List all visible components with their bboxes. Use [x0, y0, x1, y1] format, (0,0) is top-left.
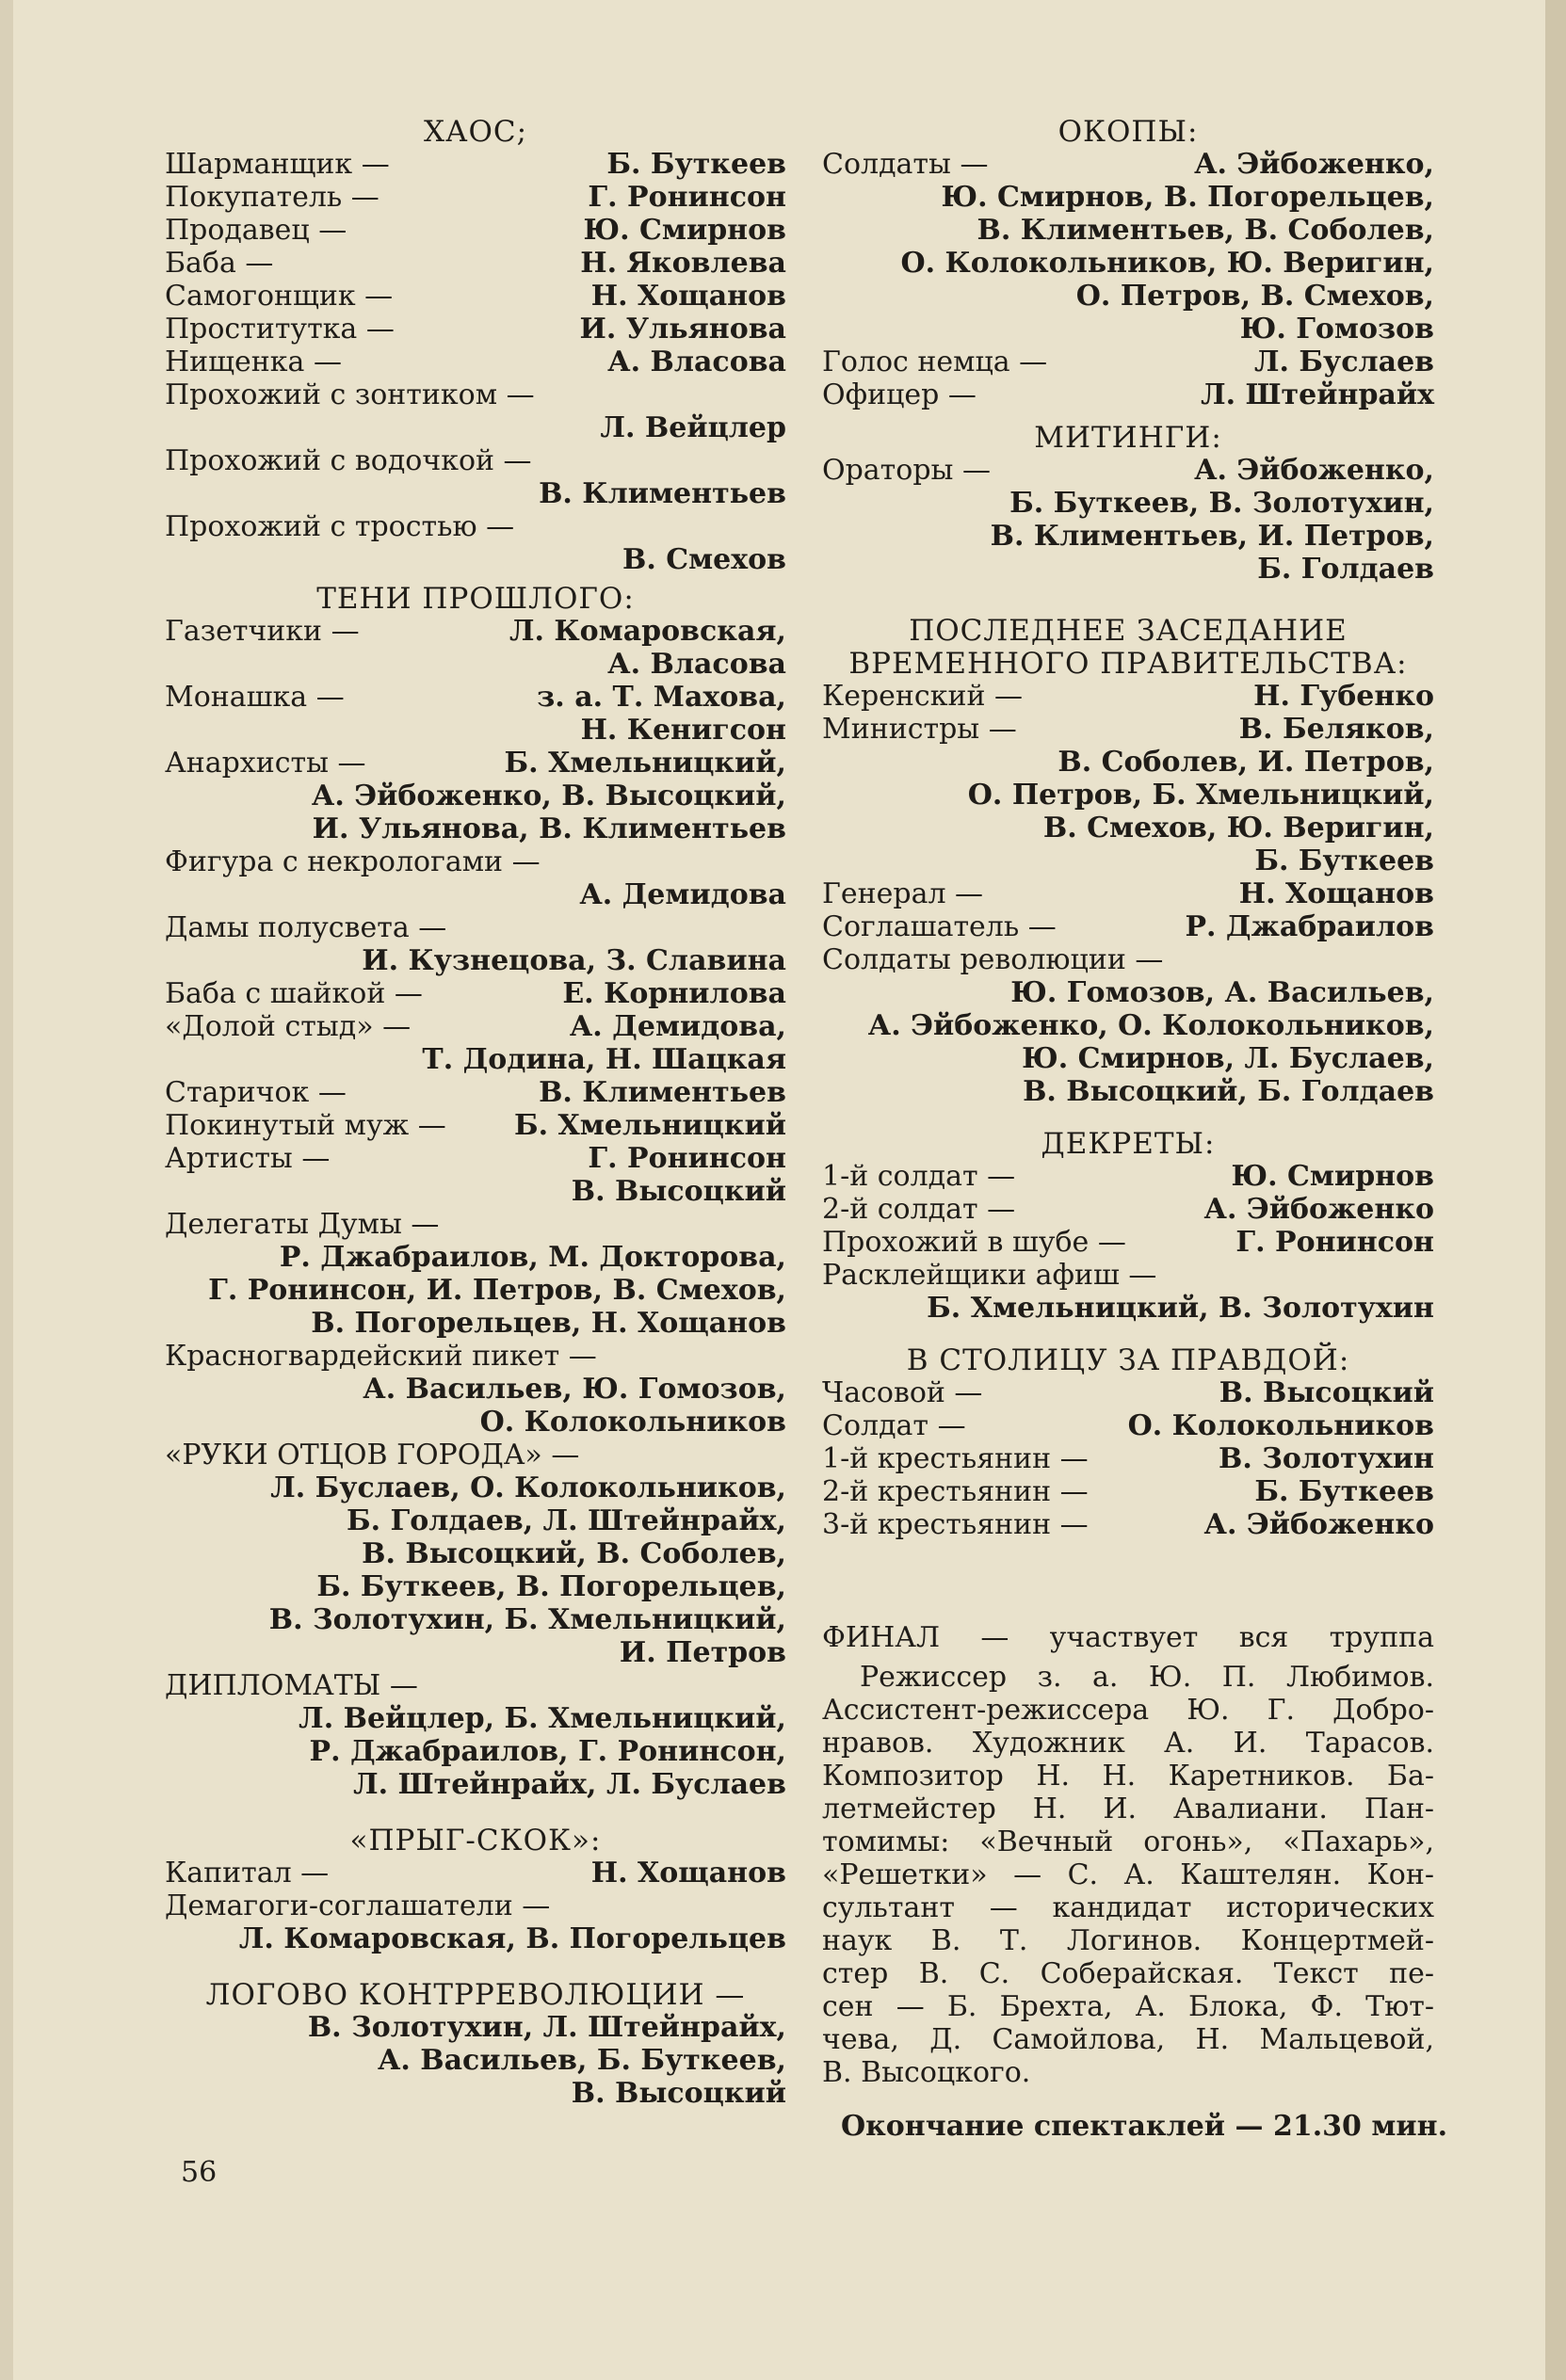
- role-name: Делегаты Думы —: [165, 1208, 440, 1241]
- actor-name: А. Эйбоженко,: [1194, 454, 1434, 487]
- section-heading: ТЕНИ ПРОШЛОГО:: [316, 582, 635, 616]
- cast-line: [165, 1142, 786, 1176]
- actor-continuation: Б. Голдаев: [1257, 553, 1434, 586]
- section-heading: ПОСЛЕДНЕЕ ЗАСЕДАНИЕ: [909, 614, 1348, 648]
- role-name: Солдаты революции —: [822, 943, 1164, 976]
- actor-name: Н. Хощанов: [590, 280, 786, 313]
- cast-line: [822, 148, 1434, 182]
- credits-line: «Решетки» — С. А. Каштелян. Кон-: [822, 1858, 1434, 1891]
- actor-continuation: О. Колокольников: [479, 1406, 786, 1439]
- role-name: Нищенка —: [165, 346, 342, 378]
- actor-continuation: Б. Буткеев: [1254, 844, 1434, 877]
- finale-line: ФИНАЛ — участвует вся труппа: [822, 1621, 1434, 1654]
- role-name: Капитал —: [165, 1857, 330, 1890]
- actor-continuation: Л. Штейнрайх, Л. Буслаев: [353, 1768, 786, 1801]
- actor-continuation: О. Колокольников, Ю. Веригин,: [900, 247, 1434, 280]
- section-heading: ЛОГОВО КОНТРРЕВОЛЮЦИИ —: [205, 1978, 746, 2012]
- credits-line: томимы: «Вечный огонь», «Пахарь»,: [822, 1825, 1434, 1858]
- actor-name: Г. Ронинсон: [1235, 1226, 1434, 1259]
- actor-name: Л. Комаровская,: [509, 615, 786, 648]
- cast-line: [822, 1508, 1434, 1542]
- actor-continuation: Л. Буслаев, О. Колокольников,: [270, 1471, 786, 1504]
- actor-continuation: В. Погорельцев, Н. Хощанов: [311, 1307, 786, 1340]
- section-heading: МИТИНГИ:: [1034, 421, 1222, 455]
- cast-line: [822, 1475, 1434, 1509]
- cast-line: [822, 1160, 1434, 1194]
- cast-line: [165, 1076, 786, 1110]
- credits-line: сен — Б. Брехта, А. Блока, Ф. Тют-: [822, 1990, 1434, 2023]
- cast-line: [165, 313, 786, 346]
- actor-name: В. Высоцкий: [1219, 1376, 1434, 1409]
- cast-line: [165, 378, 786, 412]
- actor-continuation: Б. Буткеев, В. Погорельцев,: [316, 1570, 786, 1603]
- actor-name: Г. Ронинсон: [588, 1142, 786, 1175]
- actor-name: А. Эйбоженко,: [1194, 148, 1434, 181]
- role-name: Самогонщик —: [165, 280, 394, 313]
- cast-line: [165, 1109, 786, 1143]
- actor-continuation: Р. Джабраилов, Г. Ронинсон,: [309, 1735, 786, 1768]
- actor-continuation: Б. Голдаев, Л. Штейнрайх,: [347, 1504, 786, 1537]
- role-name: Покинутый муж —: [165, 1109, 446, 1142]
- actor-continuation: Б. Хмельницкий, В. Золотухин: [927, 1292, 1434, 1325]
- actor-name: О. Колокольников: [1127, 1409, 1434, 1442]
- actor-name: И. Ульянова: [579, 313, 786, 346]
- actor-continuation: И. Ульянова, В. Климентьев: [312, 812, 786, 845]
- role-name: Прохожий с зонтиком —: [165, 378, 535, 411]
- actor-continuation: В. Высоцкий: [571, 2077, 786, 2110]
- role-name: Артисты —: [165, 1142, 331, 1175]
- cast-line: [822, 713, 1434, 747]
- actor-continuation: В. Климентьев: [539, 477, 786, 510]
- actor-continuation: О. Петров, В. Смехов,: [1075, 280, 1434, 313]
- cast-line: [822, 943, 1434, 977]
- cast-line: [165, 681, 786, 715]
- actor-continuation: Л. Комаровская, В. Погорельцев: [238, 1922, 786, 1955]
- cast-line: [165, 214, 786, 248]
- credits-line: Композитор Н. Н. Каретников. Ба-: [822, 1760, 1434, 1793]
- role-name: Красногвардейский пикет —: [165, 1340, 597, 1373]
- cast-line: [822, 454, 1434, 488]
- actor-name: В. Золотухин: [1219, 1442, 1434, 1475]
- actor-continuation: Ю. Гомозов: [1239, 313, 1434, 346]
- actor-name: Б. Хмельницкий,: [504, 747, 786, 780]
- credits-line: Режиссер з. а. Ю. П. Любимов.: [860, 1661, 1434, 1694]
- actor-name: Б. Буткеев: [606, 148, 786, 181]
- credits-line: сультант — кандидат исторических: [822, 1891, 1434, 1924]
- role-name: Расклейщики афиш —: [822, 1259, 1157, 1292]
- role-name: Солдаты —: [822, 148, 989, 181]
- actor-continuation: В. Золотухин, Л. Штейнрайх,: [307, 2011, 786, 2044]
- cast-line: [165, 148, 786, 182]
- cast-line: [165, 911, 786, 945]
- cast-line: [165, 280, 786, 314]
- role-name: 2-й солдат —: [822, 1193, 1016, 1226]
- credits-line: наук В. Т. Логинов. Концертмей-: [822, 1924, 1434, 1957]
- actor-name: В. Климентьев: [539, 1076, 786, 1109]
- actor-continuation: А. Эйбоженко, О. Колокольников,: [867, 1009, 1434, 1042]
- role-name: Проститутка —: [165, 313, 395, 346]
- role-name: Монашка —: [165, 681, 345, 714]
- actor-continuation: В. Смехов: [622, 543, 786, 576]
- section-heading: ДЕКРЕТЫ:: [1041, 1127, 1216, 1161]
- role-name: Часовой —: [822, 1376, 983, 1409]
- cast-line: [822, 1226, 1434, 1260]
- actor-name: з. а. Т. Махова,: [537, 681, 786, 714]
- cast-line: [165, 615, 786, 649]
- role-name: Продавец —: [165, 214, 347, 247]
- actor-name: Б. Буткеев: [1254, 1475, 1434, 1508]
- actor-name: А. Эйбоженко: [1203, 1193, 1434, 1226]
- cast-line: [822, 680, 1434, 714]
- role-name: Дамы полусвета —: [165, 911, 447, 944]
- role-name: Прохожий с водочкой —: [165, 444, 532, 477]
- cast-line: [822, 1442, 1434, 1476]
- role-name: 2-й крестьянин —: [822, 1475, 1089, 1508]
- role-name: Керенский —: [822, 680, 1024, 713]
- page-number: 56: [181, 2156, 218, 2189]
- role-name: Генерал —: [822, 877, 984, 910]
- actor-continuation: А. Васильев, Ю. Гомозов,: [363, 1373, 786, 1406]
- cast-line: [165, 977, 786, 1011]
- cast-line: [822, 1409, 1434, 1443]
- role-name: Прохожий в шубе —: [822, 1226, 1126, 1259]
- role-name: Анархисты —: [165, 747, 366, 780]
- role-name: Прохожий с тростью —: [165, 510, 515, 543]
- cast-line: [165, 1439, 786, 1472]
- role-name: Демагоги-соглашатели —: [165, 1890, 551, 1922]
- cast-line: [165, 1010, 786, 1044]
- actor-continuation: Н. Кенигсон: [580, 714, 786, 747]
- actor-continuation: В. Климентьев, И. Петров,: [990, 520, 1434, 553]
- cast-line: [165, 247, 786, 281]
- actor-continuation: Ю. Смирнов, В. Погорельцев,: [941, 181, 1434, 214]
- credits-line: нравов. Художник А. И. Тарасов.: [822, 1727, 1434, 1760]
- actor-continuation: В. Смехов, Ю. Веригин,: [1042, 812, 1434, 844]
- actor-name: Л. Буслаев: [1253, 346, 1434, 378]
- role-name: Ораторы —: [822, 454, 991, 487]
- cast-line: [822, 877, 1434, 911]
- performance-end: Окончание спектаклей — 21.30 мин.: [841, 2110, 1448, 2143]
- cast-line: [165, 444, 786, 478]
- cast-line: [165, 346, 786, 379]
- cast-line: [165, 747, 786, 780]
- actor-continuation: Г. Ронинсон, И. Петров, В. Смехов,: [208, 1274, 786, 1307]
- role-name: 1-й солдат —: [822, 1160, 1016, 1193]
- page-edge-right: [1545, 0, 1566, 2380]
- actor-continuation: Ю. Смирнов, Л. Буслаев,: [1022, 1042, 1434, 1075]
- cast-line: [822, 1259, 1434, 1293]
- role-name: Газетчики —: [165, 615, 360, 648]
- credits-line: В. Высоцкого.: [822, 2056, 1031, 2089]
- section-heading: ХАОС;: [423, 115, 528, 149]
- cast-line: [165, 1890, 786, 1923]
- cast-line: [165, 1340, 786, 1374]
- actor-continuation: Р. Джабраилов, М. Докторова,: [279, 1241, 786, 1274]
- actor-continuation: А. Эйбоженко, В. Высоцкий,: [311, 780, 786, 812]
- role-name: Офицер —: [822, 378, 977, 411]
- actor-continuation: Л. Вейцлер, Б. Хмельницкий,: [299, 1702, 786, 1735]
- actor-continuation: Б. Буткеев, В. Золотухин,: [1009, 487, 1434, 520]
- cast-line: [822, 1376, 1434, 1410]
- actor-continuation: В. Золотухин, Б. Хмельницкий,: [268, 1603, 786, 1636]
- cast-line: [165, 845, 786, 879]
- actor-continuation: А. Васильев, Б. Буткеев,: [377, 2044, 786, 2077]
- role-name: Министры —: [822, 713, 1017, 746]
- actor-name: Ю. Смирнов: [1231, 1160, 1434, 1193]
- role-name: Старичок —: [165, 1076, 347, 1109]
- credits-line: чева, Д. Самойлова, Н. Мальцевой,: [822, 2023, 1434, 2056]
- role-name: Голос немца —: [822, 346, 1048, 378]
- cast-line: [165, 1669, 786, 1703]
- actor-continuation: А. Власова: [607, 648, 786, 681]
- actor-continuation: В. Высоцкий: [571, 1175, 786, 1208]
- cast-line: [822, 1193, 1434, 1227]
- actor-continuation: В. Соболев, И. Петров,: [1057, 746, 1434, 779]
- cast-line: [165, 1208, 786, 1242]
- cast-line: [822, 910, 1434, 944]
- actor-continuation: В. Климентьев, В. Соболев,: [977, 214, 1434, 247]
- section-heading: В СТОЛИЦУ ЗА ПРАВДОЙ:: [906, 1343, 1350, 1377]
- actor-name: Г. Ронинсон: [588, 181, 786, 214]
- actor-name: Б. Хмельницкий: [514, 1109, 786, 1142]
- actor-name: Н. Губенко: [1253, 680, 1434, 713]
- role-name: «Долой стыд» —: [165, 1010, 412, 1043]
- role-name: Баба с шайкой —: [165, 977, 423, 1010]
- page-edge-left: [0, 0, 13, 2380]
- actor-continuation: В. Высоцкий, В. Соболев,: [362, 1537, 786, 1570]
- role-name: Фигура с некрологами —: [165, 845, 541, 878]
- actor-name: А. Эйбоженко: [1203, 1508, 1434, 1541]
- role-name: Баба —: [165, 247, 274, 280]
- role-name: Покупатель —: [165, 181, 379, 214]
- role-name: 1-й крестьянин —: [822, 1442, 1089, 1475]
- section-heading: «ПРЫГ-СКОК»:: [349, 1824, 602, 1857]
- actor-name: Л. Штейнрайх: [1201, 378, 1434, 411]
- actor-continuation: В. Высоцкий, Б. Голдаев: [1023, 1075, 1434, 1108]
- cast-line: [822, 346, 1434, 379]
- role-name: Солдат —: [822, 1409, 966, 1442]
- role-name: Соглашатель —: [822, 910, 1057, 943]
- role-name: ДИПЛОМАТЫ —: [165, 1669, 418, 1702]
- cast-line: [165, 1857, 786, 1890]
- actor-name: Е. Корнилова: [562, 977, 786, 1010]
- role-name: 3-й крестьянин —: [822, 1508, 1089, 1541]
- credits-line: летмейстер Н. И. Авалиани. Пан-: [822, 1793, 1434, 1825]
- cast-line: [165, 181, 786, 215]
- actor-continuation: Ю. Гомозов, А. Васильев,: [1010, 976, 1434, 1009]
- cast-line: [165, 510, 786, 544]
- actor-continuation: Л. Вейцлер: [600, 411, 786, 444]
- actor-continuation: И. Петров: [619, 1636, 786, 1669]
- credits-line: стер В. С. Соберайская. Текст пе-: [822, 1957, 1434, 1990]
- actor-name: Н. Хощанов: [590, 1857, 786, 1890]
- actor-continuation: Т. Додина, Н. Шацкая: [422, 1043, 786, 1076]
- actor-name: Н. Хощанов: [1238, 877, 1434, 910]
- actor-name: В. Беляков,: [1238, 713, 1434, 746]
- actor-continuation: И. Кузнецова, З. Славина: [362, 944, 786, 977]
- actor-name: Р. Джабраилов: [1185, 910, 1434, 943]
- actor-name: А. Власова: [607, 346, 786, 378]
- role-name: Шарманщик —: [165, 148, 390, 181]
- actor-name: Ю. Смирнов: [583, 214, 786, 247]
- section-heading: ВРЕМЕННОГО ПРАВИТЕЛЬСТВА:: [848, 647, 1408, 681]
- actor-name: А. Демидова,: [569, 1010, 786, 1043]
- credits-line: Ассистент-режиссера Ю. Г. Добро-: [822, 1694, 1434, 1727]
- role-name: «РУКИ ОТЦОВ ГОРОДА» —: [165, 1439, 580, 1471]
- actor-name: Н. Яковлева: [580, 247, 786, 280]
- actor-continuation: А. Демидова: [579, 878, 786, 911]
- cast-line: [822, 378, 1434, 412]
- actor-continuation: О. Петров, Б. Хмельницкий,: [967, 779, 1434, 812]
- section-heading: ОКОПЫ:: [1057, 115, 1199, 149]
